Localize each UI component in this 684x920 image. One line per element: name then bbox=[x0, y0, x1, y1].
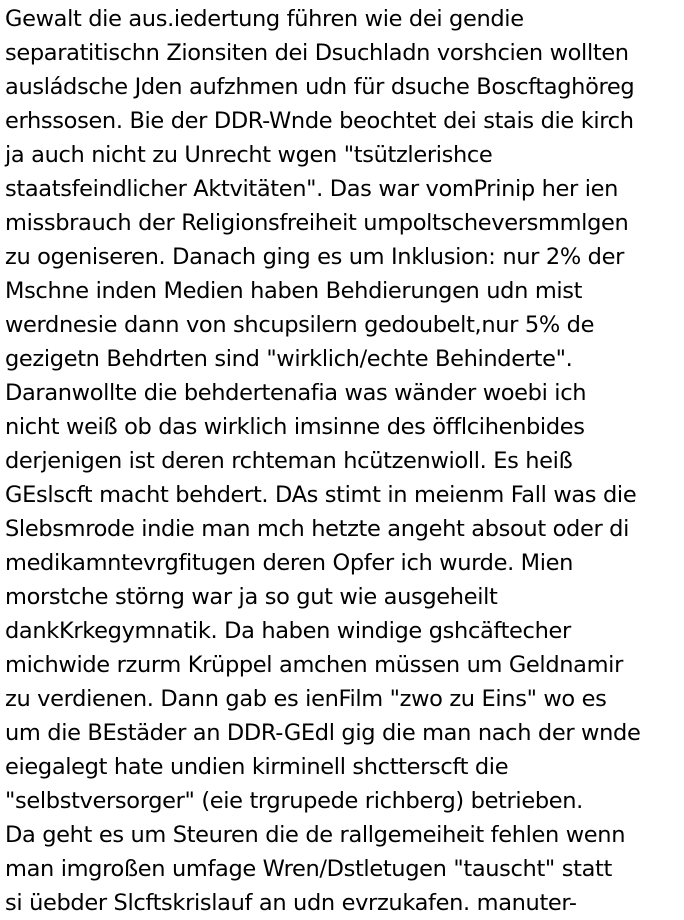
text-line: ausládsche Jden aufzhmen udn für dsuche Boscftaghöreg bbox=[5, 74, 635, 100]
text-line: werdnesie dann von shcupsilern gedoubelt,nur 5% de bbox=[5, 312, 595, 338]
text-line: Mschne inden Medien haben Behdierungen udn mist bbox=[5, 278, 583, 304]
text-line: um die BEstäder an DDR-GEdl gig die man nach der wnde bbox=[5, 720, 641, 746]
text-line: Gewalt die aus.iedertung führen wie dei gendie bbox=[5, 6, 524, 32]
text-line: staatsfeindlicher Aktvitäten". Das war vomPrinip her ien bbox=[5, 176, 619, 202]
text-line: man imgroßen umfage Wren/Dstletugen "tauscht" statt bbox=[5, 856, 612, 882]
text-line: Slebsmrode indie man mch hetzte angeht absout oder di bbox=[5, 516, 629, 542]
text-line: zu verdienen. Dann gab es ienFilm "zwo zu Eins" wo es bbox=[5, 686, 607, 712]
text-line: ja auch nicht zu Unrecht wgen "tsützlerishce bbox=[5, 142, 493, 168]
text-line: "selbstversorger" (eie trgrupede richberg) betrieben. bbox=[5, 788, 583, 814]
text-line: nicht weiß ob das wirklich imsinne des öfflcihenbides bbox=[5, 414, 585, 440]
document-text bbox=[5, 2, 640, 920]
text-line: missbrauch der Religionsfreiheit umpoltscheversmmlgen bbox=[5, 210, 629, 236]
text-line: si üebder Slcftskrislauf an udn evrzukafen. manuter- bbox=[5, 890, 577, 916]
text-line: Da geht es um Steuren die de rallgemeiheit fehlen wenn bbox=[5, 822, 626, 848]
text-line: morstche störng war ja so gut wie ausgeheilt bbox=[5, 584, 498, 610]
text-line: michwide rzurm Krüppel amchen müssen um Geldnamir bbox=[5, 652, 623, 678]
text-line: eiegalegt hate undien kirminell shctterscft die bbox=[5, 754, 509, 780]
text-line: erhssosen. Bie der DDR-Wnde beochtet dei stais die kirch bbox=[5, 108, 634, 134]
text-line: derjenigen ist deren rchteman hcützenwioll. Es heiß bbox=[5, 448, 573, 474]
text-line: Daranwollte die behdertenafia was wänder woebi ich bbox=[5, 380, 587, 406]
text-line: GEslscft macht behdert. DAs stimt in meienm Fall was die bbox=[5, 482, 637, 508]
text-line: separatitischn Zionsiten dei Dsuchladn vorshcien wollten bbox=[5, 40, 629, 66]
text-line: medikamntevrgfitugen deren Opfer ich wurde. Mien bbox=[5, 550, 574, 576]
text-line: gezigetn Behdrten sind "wirklich/echte Behinderte". bbox=[5, 346, 573, 372]
text-line: zu ogeniseren. Danach ging es um Inklusion: nur 2% der bbox=[5, 244, 624, 270]
text-line: dankKrkegymnatik. Da haben windige gshcäftecher bbox=[5, 618, 571, 644]
